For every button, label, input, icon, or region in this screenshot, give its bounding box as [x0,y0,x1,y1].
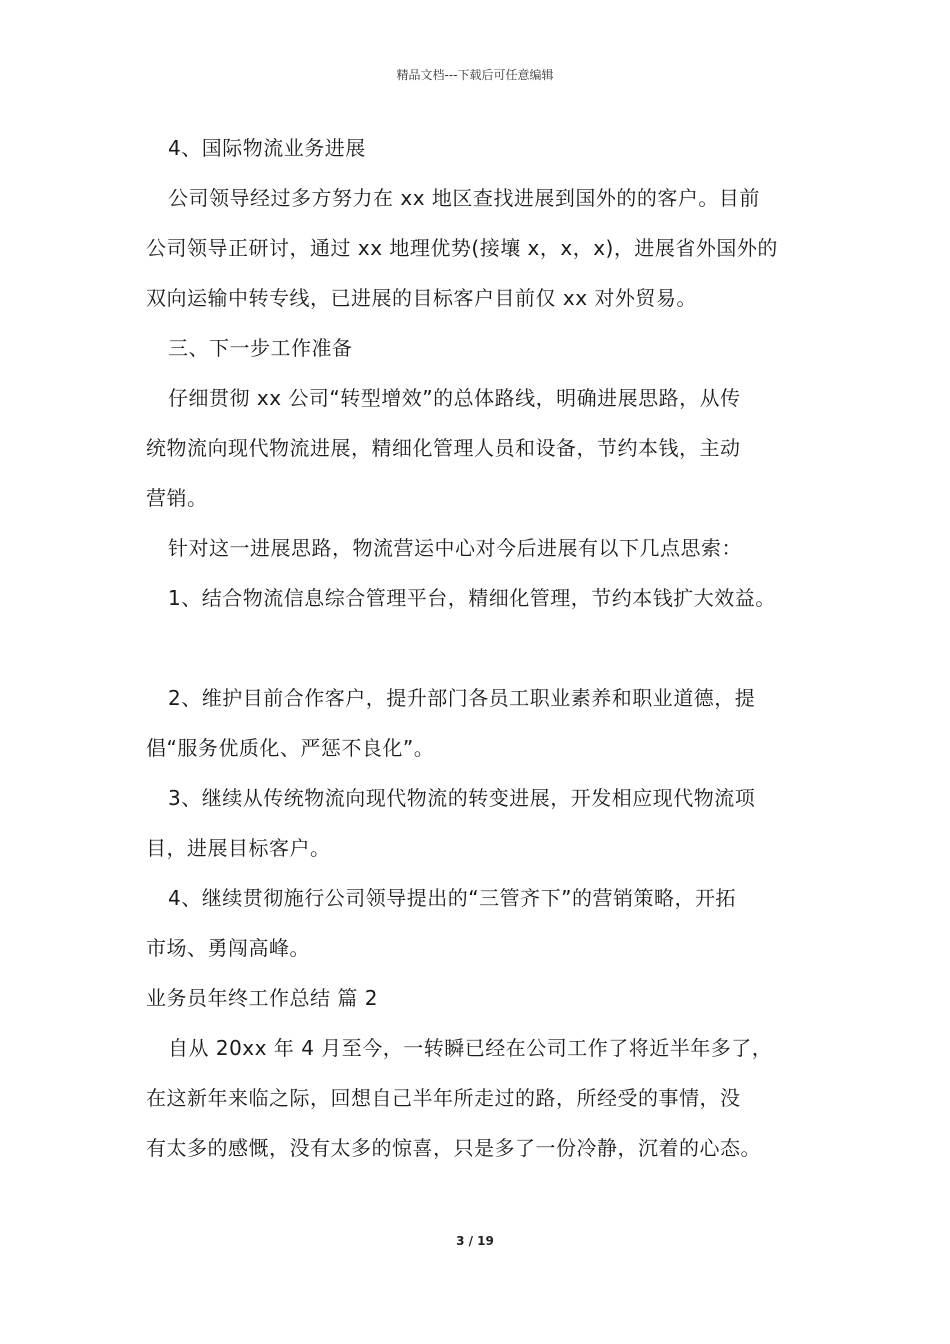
section-heading: 4、国际物流业务进展 [168,136,366,160]
list-item: 倡“服务优质化、严惩不良化”。 [146,736,435,760]
list-item: 目，进展目标客户。 [146,836,331,860]
list-item: 3、继续从传统物流向现代物流的转变进展，开发相应现代物流项 [168,786,756,810]
paragraph-line: 针对这一进展思路，物流营运中心对今后进展有以下几点思索： [168,536,742,560]
section-title: 业务员年终工作总结 篇 2 [146,986,378,1010]
paragraph-line: 仔细贯彻 xx 公司“转型增效”的总体路线，明确进展思路，从传 [168,386,741,410]
paragraph-line: 有太多的感慨，没有太多的惊喜，只是多了一份冷静，沉着的心态。 [146,1136,761,1160]
list-item: 4、继续贯彻施行公司领导提出的“三管齐下”的营销策略，开拓 [168,886,736,910]
paragraph-line: 统物流向现代物流进展，精细化管理人员和设备，节约本钱，主动 [146,436,741,460]
list-item: 1、结合物流信息综合管理平台，精细化管理，节约本钱扩大效益。 [168,586,776,610]
list-item: 市场、勇闯高峰。 [146,936,310,960]
paragraph-line: 营销。 [146,486,208,510]
section-heading: 三、下一步工作准备 [168,336,353,360]
paragraph-line: 双向运输中转专线，已进展的目标客户目前仅 xx 对外贸易。 [146,286,697,310]
paragraph-line: 公司领导正研讨，通过 xx 地理优势(接壤 x，x，x)，进展省外国外的 [146,236,778,260]
paragraph-line: 在这新年来临之际，回想自己半年所走过的路，所经受的事情，没 [146,1086,741,1110]
list-item: 2、维护目前合作客户，提升部门各员工职业素养和职业道德，提 [168,686,756,710]
page-number: 3 / 19 [456,1234,494,1248]
page-header: 精品文档---下载后可任意编辑 [396,68,554,82]
paragraph-line: 公司领导经过多方努力在 xx 地区查找进展到国外的的客户。目前 [168,186,760,210]
paragraph-line: 自从 20xx 年 4 月至今，一转瞬已经在公司工作了将近半年多了， [168,1036,773,1060]
